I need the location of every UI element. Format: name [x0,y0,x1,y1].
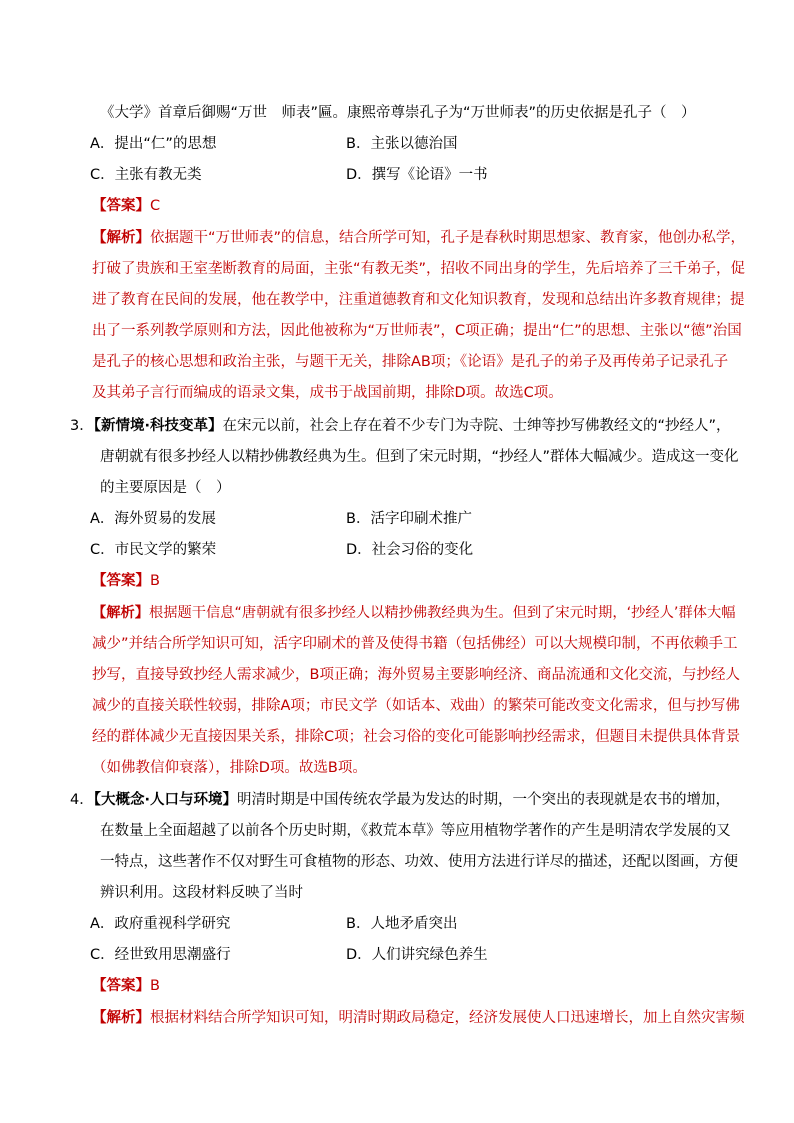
answer-label: 【答案】 [92,978,150,994]
q4-option-b: B．人地矛盾突出 [346,916,458,932]
q3-option-c: C．市民文学的繁荣 [90,542,217,558]
q4-answer [92,976,160,996]
analysis-label: 【解析】 [92,1010,150,1026]
q3-analysis-line: 减少”并结合所学知识可知，活字印刷术的普及使得书籍（包括佛经）可以大规模印制，不再依赖手工 [92,636,738,652]
q2-analysis-line: 是孔子的核心思想和政治主张，与题干无关，排除AB项；《论语》是孔子的弟子及再传弟子记录孔子 [92,354,729,370]
q2-answer [92,196,160,216]
q3-option-b: B．活字印刷术推广 [346,511,472,527]
answer-value: B [150,573,160,589]
question-number: 4． [70,792,94,808]
q2-analysis-line: 【解析】依据题干“万世师表”的信息，结合所学可知，孔子是春秋时期思想家、教育家，他创办私学， [92,230,746,246]
q2-analysis-line: 及其弟子言行而编成的语录文集，成书于战国前期，排除D项。故选C项。 [92,385,563,401]
q4-stem-line: 4．【大概念·人口与环境】明清时期是中国传统农学最为发达的时期，一个突出的表现就是农书的增加， [70,792,730,808]
q3-analysis-line: 【解析】根据题干信息“唐朝就有很多抄经人以精抄佛教经典为生。但到了宋元时期，‘抄经人’群体大幅 [92,605,736,621]
q3-analysis-line: （如佛教信仰衰落），排除D项。故选B项。 [92,760,367,776]
answer-value: B [150,978,160,994]
analysis-label: 【解析】 [92,605,150,621]
analysis-label: 【解析】 [92,230,150,246]
question-tag: 【大概念·人口与环境】 [93,792,237,808]
q3-stem-line: 的主要原因是（ ） [100,480,231,496]
q2-option-a: A．提出“仁”的思想 [90,136,217,152]
q4-stem-line: 在数量上全面超越了以前各个历史时期，《救荒本草》等应用植物学著作的产生是明清农学发展的又 [100,823,731,839]
q4-option-a: A．政府重视科学研究 [90,916,231,932]
q4-stem-line: 辨识利用。这段材料反映了当时 [100,885,303,901]
q2-option-c: C．主张有教无类 [90,167,202,183]
q3-stem-line: 唐朝就有很多抄经人以精抄佛教经典为生。但到了宋元时期，“抄经人”群体大幅减少。造成这一变化 [100,449,739,465]
q3-stem-line: 3．【新情境·科技变革】在宋元以前，社会上存在着不少专门为寺院、士绅等抄写佛教经文的“抄经人”， [70,418,731,434]
question-number: 3． [70,418,94,434]
answer-value: C [150,198,161,214]
q4-stem-line: 一特点，这些著作不仅对野生可食植物的形态、功效、使用方法进行详尽的描述，还配以图画，方便 [100,854,738,870]
q2-stem-tail: 《大学》首章后御赐“万世 师表”匾。康熙帝尊崇孔子为“万世师表”的历史依据是孔子（ ） [100,105,696,121]
answer-label: 【答案】 [92,573,150,589]
q3-analysis-line: 减少的直接关联性较弱，排除A项；市民文学（如话本、戏曲）的繁荣可能改变文化需求，但与抄写佛 [92,698,740,714]
q2-analysis-line: 打破了贵族和王室垄断教育的局面，主张“有教无类”，招收不同出身的学生，先后培养了三千弟子，促 [92,261,746,277]
q2-option-b: B．主张以德治国 [346,136,458,152]
answer-label: 【答案】 [92,198,150,214]
q3-analysis-line: 抄写，直接导致抄经人需求减少，B项正确；海外贸易主要影响经济、商品流通和文化交流，与抄经人 [92,667,740,683]
q3-option-a: A．海外贸易的发展 [90,511,216,527]
q3-option-d: D．社会习俗的变化 [346,542,474,558]
q2-option-d: D．撰写《论语》一书 [346,167,488,183]
q4-analysis-line: 【解析】根据材料结合所学知识可知，明清时期政局稳定，经济发展使人口迅速增长，加上自然灾害频 [92,1010,745,1026]
q4-option-c: C．经世致用思潮盛行 [90,947,231,963]
question-tag: 【新情境·科技变革】 [93,418,223,434]
q2-analysis-line: 出了一系列教学原则和方法，因此他被称为“万世师表”，C项正确；提出“仁”的思想、主张以“德”治国 [92,323,742,339]
q2-analysis-line: 进了教育在民间的发展，他在教学中，注重道德教育和文化知识教育，发现和总结出许多教育规律；提 [92,292,745,308]
q3-answer [92,571,160,591]
q4-option-d: D．人们讲究绿色养生 [346,947,488,963]
q3-analysis-line: 经的群体减少无直接因果关系，排除C项；社会习俗的变化可能影响抄经需求，但题目未提供具体背景 [92,729,741,745]
